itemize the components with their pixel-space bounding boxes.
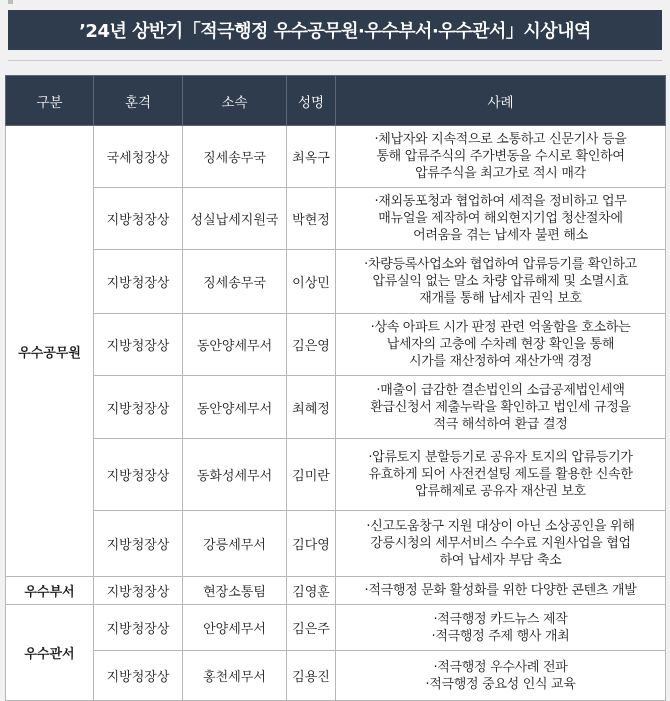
award-cell: 국세청장상 (94, 126, 183, 188)
case-cell (336, 577, 666, 605)
case-line: 하여 납세자 부담 축소 (439, 553, 562, 568)
table-row (6, 577, 666, 605)
award-cell: 지방청장상 (94, 376, 183, 439)
affiliation-cell: 현장소통팀 (183, 577, 287, 605)
table-header-row (6, 76, 666, 126)
case-cell (336, 188, 666, 250)
case-line: 시가를 재산정하여 재산가액 경정 (408, 354, 593, 369)
case-line: 압류실익 없는 말소 차량 압류해제 및 소멸시효 (372, 274, 629, 289)
top-accent (8, 0, 13, 4)
award-cell: 지방청장상 (94, 577, 183, 605)
case-line: ·재외동포청과 협업하여 세적을 정비하고 업무 (374, 194, 627, 209)
case-line: ·신고도움창구 지원 대상이 아닌 소상공인을 위해 (366, 519, 635, 534)
table-row (6, 439, 666, 511)
case-line: 강릉시청의 세무서비스 수수료 지원사업을 협업 (370, 536, 631, 551)
header-affiliation: 소속 (183, 76, 287, 126)
case-line: ·상속 아파트 시가 판정 관련 억울함을 호소하는 (370, 320, 631, 335)
case-line: ·적극행정 중요성 인식 교육 (425, 676, 576, 692)
award-cell: 지방청장상 (94, 439, 183, 511)
award-cell: 지방청장상 (94, 651, 183, 701)
page-title (8, 10, 662, 50)
header-category: 구분 (6, 76, 94, 126)
name-cell: 김용진 (287, 651, 336, 701)
affiliation-cell: 동안양세무서 (183, 376, 287, 439)
name-cell: 최옥구 (287, 126, 336, 188)
case-line: 압류주식을 최고가로 적시 매각 (415, 166, 586, 181)
case-line: ·체납자와 지속적으로 소통하고 신문기사 등을 (374, 132, 627, 147)
category-officials: 우수공무원 (6, 126, 94, 577)
name-cell: 김은주 (287, 605, 336, 651)
case-line: 유효하게 되어 사전컨설팅 제도를 활용한 신속한 (368, 467, 633, 482)
affiliation-cell: 성실납세지원국 (183, 188, 287, 250)
category-office: 우수관서 (6, 605, 94, 701)
case-line: ·적극행정 주제 행사 개최 (431, 628, 570, 644)
table-row (6, 605, 666, 651)
case-line: ·압류토지 분할등기로 공유자 토지의 압류등기가 (368, 450, 633, 465)
page-title-text: ’24년 상반기「적극행정 우수공무원·우수부서·우수관서」시상내역 (79, 21, 591, 42)
award-cell: 지방청장상 (94, 250, 183, 314)
case-cell (336, 126, 666, 188)
name-cell: 김미란 (287, 439, 336, 511)
case-line: 통해 압류주식의 주가변동을 수시로 확인하여 (376, 149, 625, 164)
name-cell: 이상민 (287, 250, 336, 314)
award-cell: 지방청장상 (94, 314, 183, 376)
table-row (6, 126, 666, 188)
case-line: ·적극행정 우수사례 전파 (433, 659, 568, 675)
affiliation-cell: 징세송무국 (183, 250, 287, 314)
case-cell (336, 250, 666, 314)
case-line: ·적극행정 문화 활성화를 위한 다양한 콘텐츠 개발 (364, 583, 637, 598)
name-cell: 박현정 (287, 188, 336, 250)
affiliation-cell: 강릉세무서 (183, 511, 287, 577)
case-cell (336, 439, 666, 511)
case-cell (336, 651, 666, 701)
case-line: ·매출이 급감한 결손법인의 소급공제법인세액 (376, 382, 625, 398)
category-department: 우수부서 (6, 577, 94, 605)
case-line: 납세자의 고충에 수차례 현장 확인을 통해 (386, 337, 615, 352)
table-row (6, 376, 666, 439)
case-line: 압류해제로 공유자 재산권 보호 (415, 484, 586, 499)
table-row (6, 314, 666, 376)
affiliation-cell: 징세송무국 (183, 126, 287, 188)
case-cell (336, 376, 666, 439)
award-cell: 지방청장상 (94, 511, 183, 577)
table-row (6, 188, 666, 250)
divider-line (8, 60, 662, 61)
case-line: 매뉴얼을 제작하여 해외현지기업 청산절차에 (378, 211, 623, 226)
affiliation-cell: 동화성세무서 (183, 439, 287, 511)
name-cell: 김다영 (287, 511, 336, 577)
header-award: 훈격 (94, 76, 183, 126)
case-cell (336, 511, 666, 577)
awards-table (5, 75, 666, 701)
header-case: 사례 (336, 76, 666, 126)
case-line: 어려움을 겪는 납세자 불편 해소 (413, 228, 588, 243)
case-cell (336, 605, 666, 651)
header-name: 성명 (287, 76, 336, 126)
table-row (6, 651, 666, 701)
case-cell (336, 314, 666, 376)
case-line: 환급신청서 제출누락을 확인하고 법인세 규정을 (370, 399, 631, 415)
name-cell: 최혜정 (287, 376, 336, 439)
table-row (6, 511, 666, 577)
case-line: 적극 해석하여 환급 결정 (433, 416, 568, 432)
table-row (6, 250, 666, 314)
name-cell: 김영훈 (287, 577, 336, 605)
case-line: ·차량등록사업소와 협업하여 압류등기를 확인하고 (364, 257, 637, 272)
award-cell: 지방청장상 (94, 188, 183, 250)
affiliation-cell: 안양세무서 (183, 605, 287, 651)
award-cell: 지방청장상 (94, 605, 183, 651)
affiliation-cell: 홍천세무서 (183, 651, 287, 701)
case-line: 재개를 통해 납세자 권익 보호 (419, 291, 582, 306)
affiliation-cell: 동안양세무서 (183, 314, 287, 376)
name-cell: 김은영 (287, 314, 336, 376)
case-line: ·적극행정 카드뉴스 제작 (433, 611, 568, 627)
